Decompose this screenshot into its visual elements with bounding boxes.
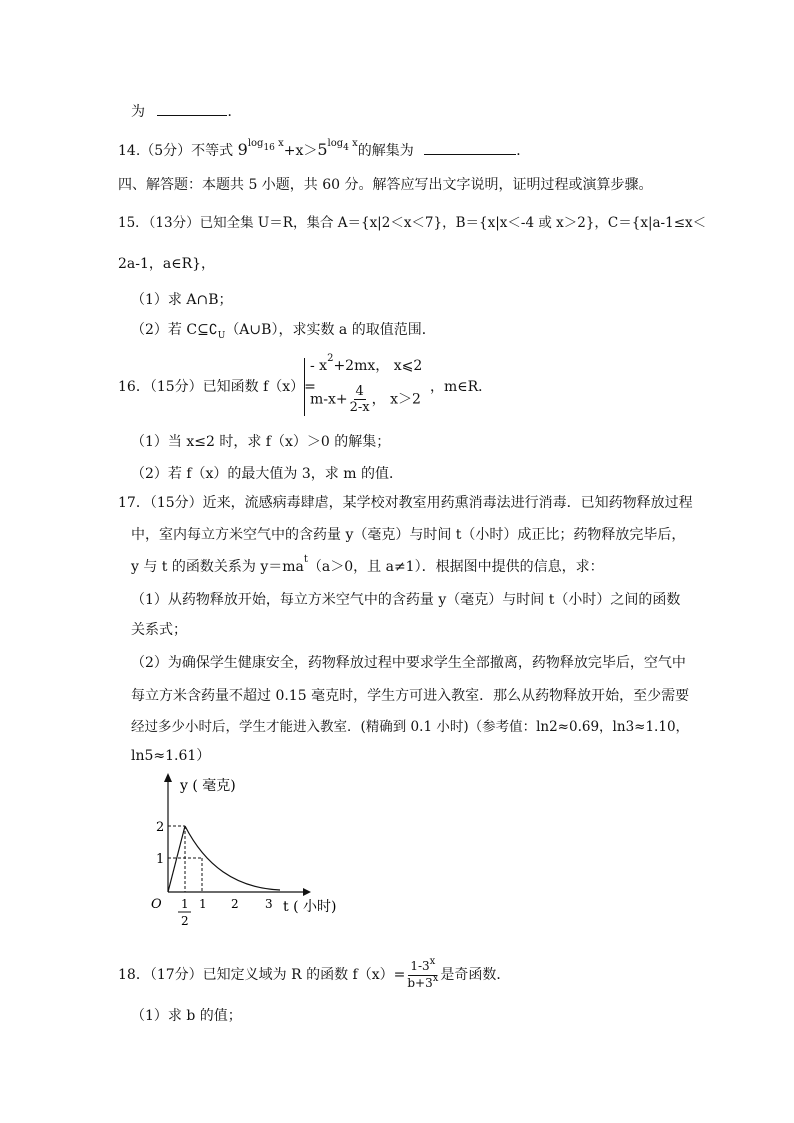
x-axis-arrow — [303, 888, 311, 896]
y-axis-label: y ( 毫克) — [180, 778, 236, 794]
y-tick-2: 2 — [156, 820, 165, 835]
question-14: 14.（5分）不等式 $9^{log16 x}+x>5^{log4 x}$的解集为 ． — [118, 138, 531, 159]
q17-part2-line1: （2）为确保学生健康安全，药物释放过程中要求学生全部撤离，药物释放完毕后，空气中 — [131, 655, 686, 671]
q16-prefix: 16．（15分）已知函数 f（x）= — [118, 379, 316, 395]
answer-blank — [157, 101, 227, 116]
q16-suffix: ，m∈R． — [430, 379, 493, 395]
question-18: 18．（17分）已知定义域为 R 的函数 f（x）= $\frac{1-3^x}{b+3^x}$ 是奇函数． — [118, 955, 511, 990]
q17-part2-line2: 每立方米含药量不超过 0.15 毫克时，学生方可进入教室．那么从药物释放开始，至少需要 — [131, 688, 690, 704]
q17-part1-line2: 关系式； — [131, 622, 187, 638]
piecewise-brace — [304, 358, 305, 416]
x-axis-label: t ( 小时) — [283, 899, 337, 915]
x-tick-2: 2 — [231, 897, 239, 911]
q17-line3: y 与 t 的函数关系为 $y=ma^t(a>0$，且 a≠1）．根据图中提供的信息，求： — [131, 554, 604, 575]
q16-case1: - $x^2+2mx$， x⩽2 — [310, 353, 423, 374]
linear-rise-segment — [168, 826, 185, 892]
y-tick-1: 1 — [156, 852, 165, 867]
x-tick-half-num: 1 — [181, 897, 189, 911]
decay-graph — [120, 770, 350, 935]
q17-part1-line1: （1）从药物释放开始，每立方米空气中的含药量 y（毫克）与时间 t（小时）之间的函数 — [131, 592, 681, 608]
y-axis-arrow — [164, 773, 172, 782]
q16-part1: （1）当 x≤2 时，求 f（x）＞0 的解集； — [131, 434, 391, 450]
q15-line2: 2a-1，a∈R}， — [118, 256, 216, 272]
q17-line1: 17．（15分）近来，流感病毒肆虐，某学校对教室用药熏消毒法进行消毒．已知药物释放过程 — [118, 495, 693, 511]
x-tick-1: 1 — [199, 897, 207, 911]
section-4-title: 四、解答题：本题共 5 小题，共 60 分。解答应写出文字说明，证明过程或演算步骤。 — [118, 177, 653, 193]
origin-label: O — [151, 897, 162, 912]
q18-part1: （1）求 b 的值； — [131, 1008, 242, 1024]
q15-part1: （1）求 A∩B； — [131, 292, 233, 308]
q15-part2: （2）若 $C⊆∁_U(A\cup B)$，求实数 a 的取值范围． — [131, 322, 436, 341]
x-tick-half-den: 2 — [181, 914, 189, 928]
q17-part2-line4: ln5≈1.61） — [131, 748, 211, 764]
q16-case2: m-x+ $\frac{4}{2-x}$ ， x＞2 — [310, 384, 421, 415]
q13-tail: 为 ． — [131, 101, 241, 122]
q16-part2: （2）若 f（x）的最大值为 3，求 m 的值． — [131, 466, 403, 482]
answer-blank — [424, 140, 516, 155]
q17-line2: 中，室内每立方米空气中的含药量 y（毫克）与时间 t（小时）成正比；药物释放完毕后， — [131, 527, 686, 543]
x-tick-3: 3 — [265, 897, 273, 911]
q15-line1: 15．（13分）已知全集 U＝R，集合 A＝{x|2＜x＜7}，B＝{x|x＜-4 或 x＞2}，C＝{x|a-1≤x＜ — [118, 215, 707, 231]
q17-part2-line3: 经过多少小时后，学生才能进入教室．(精确到 0.1 小时)（参考值：ln2≈0.69，ln3≈1.10， — [131, 719, 690, 735]
